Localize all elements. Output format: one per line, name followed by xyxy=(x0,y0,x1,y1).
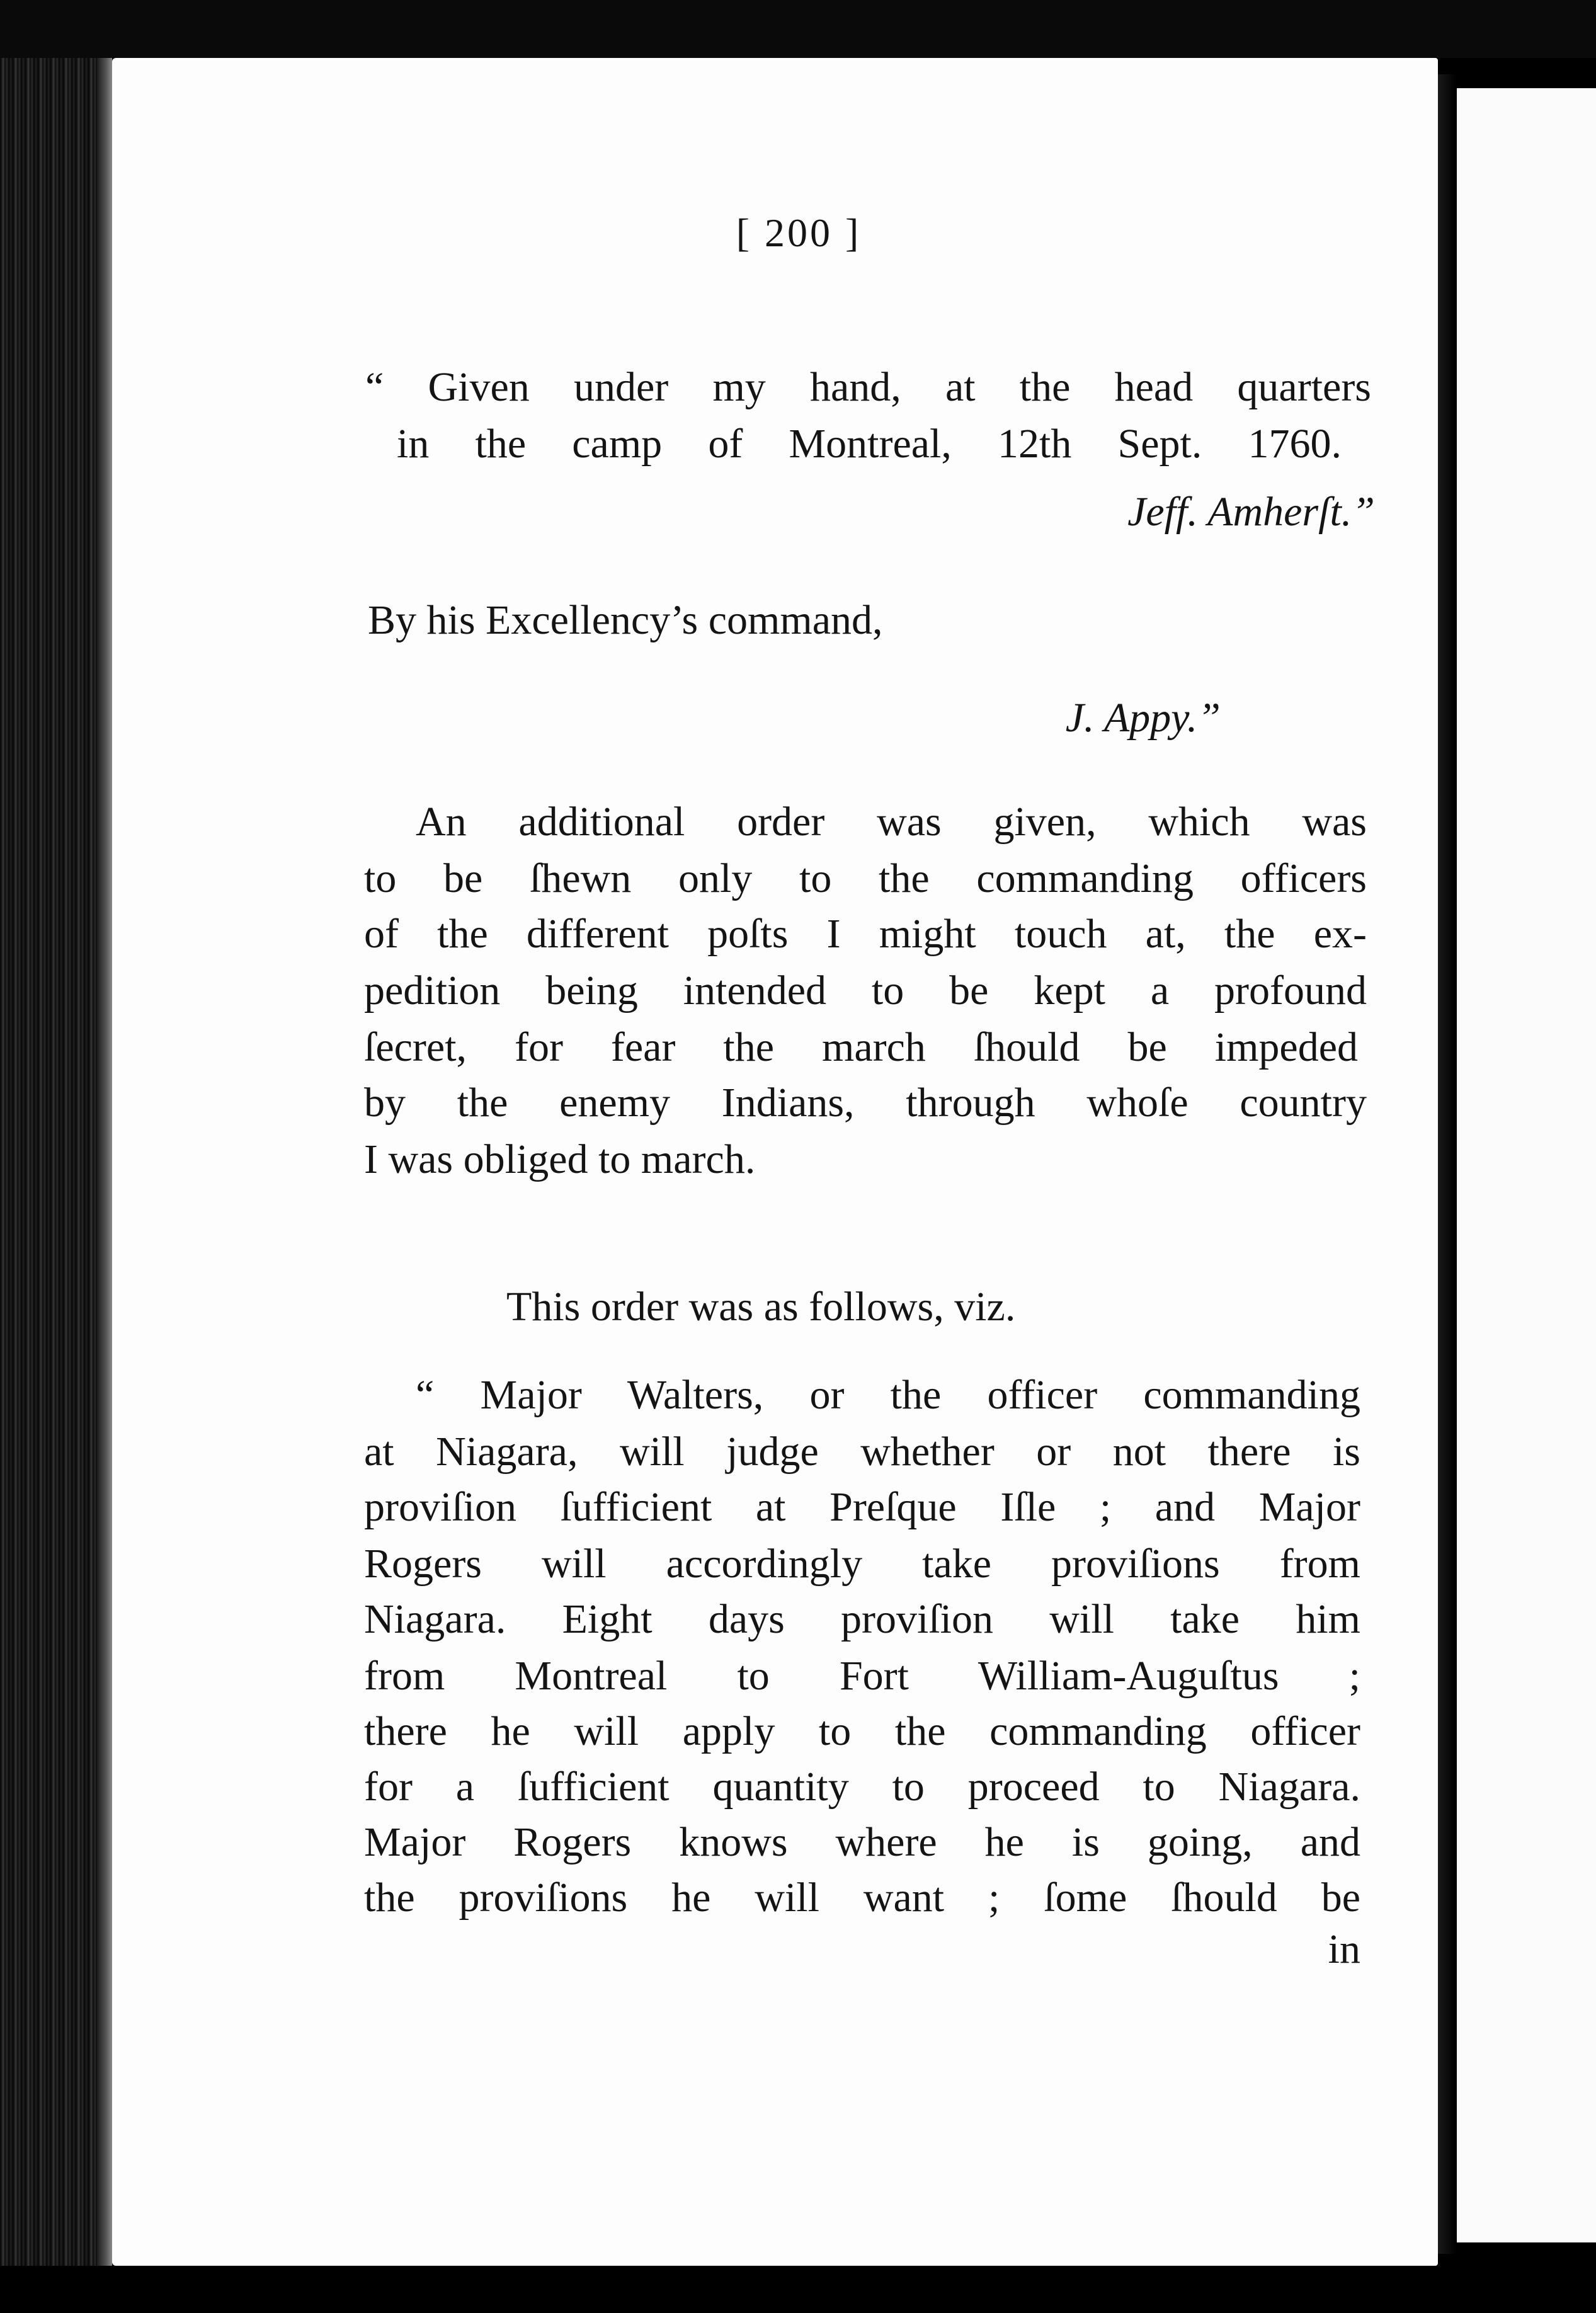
signature-appy: J. Appy.” xyxy=(1065,695,1221,741)
text-line: ſecret, for fear the march ſhould be impeded xyxy=(364,1024,1358,1070)
text-line: I was obliged to march. xyxy=(364,1136,756,1182)
text-line: in the camp of Montreal, 12th Sept. 1760. xyxy=(397,421,1342,467)
text-line: to be ſhewn only to the commanding officers xyxy=(364,855,1367,901)
text-line: “ Given under my hand, at the head quarters xyxy=(365,364,1371,410)
text-line: of the different poſts I might touch at, the ex- xyxy=(364,911,1367,957)
text-line: Major Rogers knows where he is going, and xyxy=(364,1819,1360,1865)
book-page-edges xyxy=(0,58,112,2266)
page-number-header: [ 200 ] xyxy=(736,210,862,255)
text-line: for a ſufficient quantity to proceed to Niagara. xyxy=(364,1764,1360,1810)
page-text xyxy=(112,58,1438,2266)
facing-page-edge xyxy=(1457,88,1596,2242)
text-line: by the enemy Indians, through whoſe country xyxy=(364,1080,1367,1126)
text-line: proviſion ſufficient at Preſque Iſle ; and Major xyxy=(364,1484,1360,1530)
book-page xyxy=(112,58,1438,2266)
text-line: at Niagara, will judge whether or not there is xyxy=(364,1429,1360,1475)
text-line: Niagara. Eight days proviſion will take him xyxy=(364,1596,1360,1642)
text-line: pedition being intended to be kept a profound xyxy=(364,968,1367,1014)
text-line: from Montreal to Fort William-Auguſtus ; xyxy=(364,1653,1360,1699)
scan-frame-top xyxy=(0,0,1596,58)
text-line: Rogers will accordingly take proviſions from xyxy=(364,1541,1360,1587)
text-line: An additional order was given, which was xyxy=(416,799,1367,845)
catchword: in xyxy=(1328,1926,1360,1972)
signature-amherst: Jeff. Amherſt.” xyxy=(1127,489,1375,535)
page-gutter-shadow xyxy=(1438,74,1457,2254)
text-line: “ Major Walters, or the officer commanding xyxy=(416,1372,1360,1418)
text-line: the proviſions he will want ; ſome ſhould be xyxy=(364,1875,1360,1921)
section-heading-text: This order was as follows, viz. xyxy=(506,1284,1016,1330)
text-line: By his Excellency’s command, xyxy=(368,597,883,643)
text-line: there he will apply to the commanding officer xyxy=(364,1708,1360,1754)
